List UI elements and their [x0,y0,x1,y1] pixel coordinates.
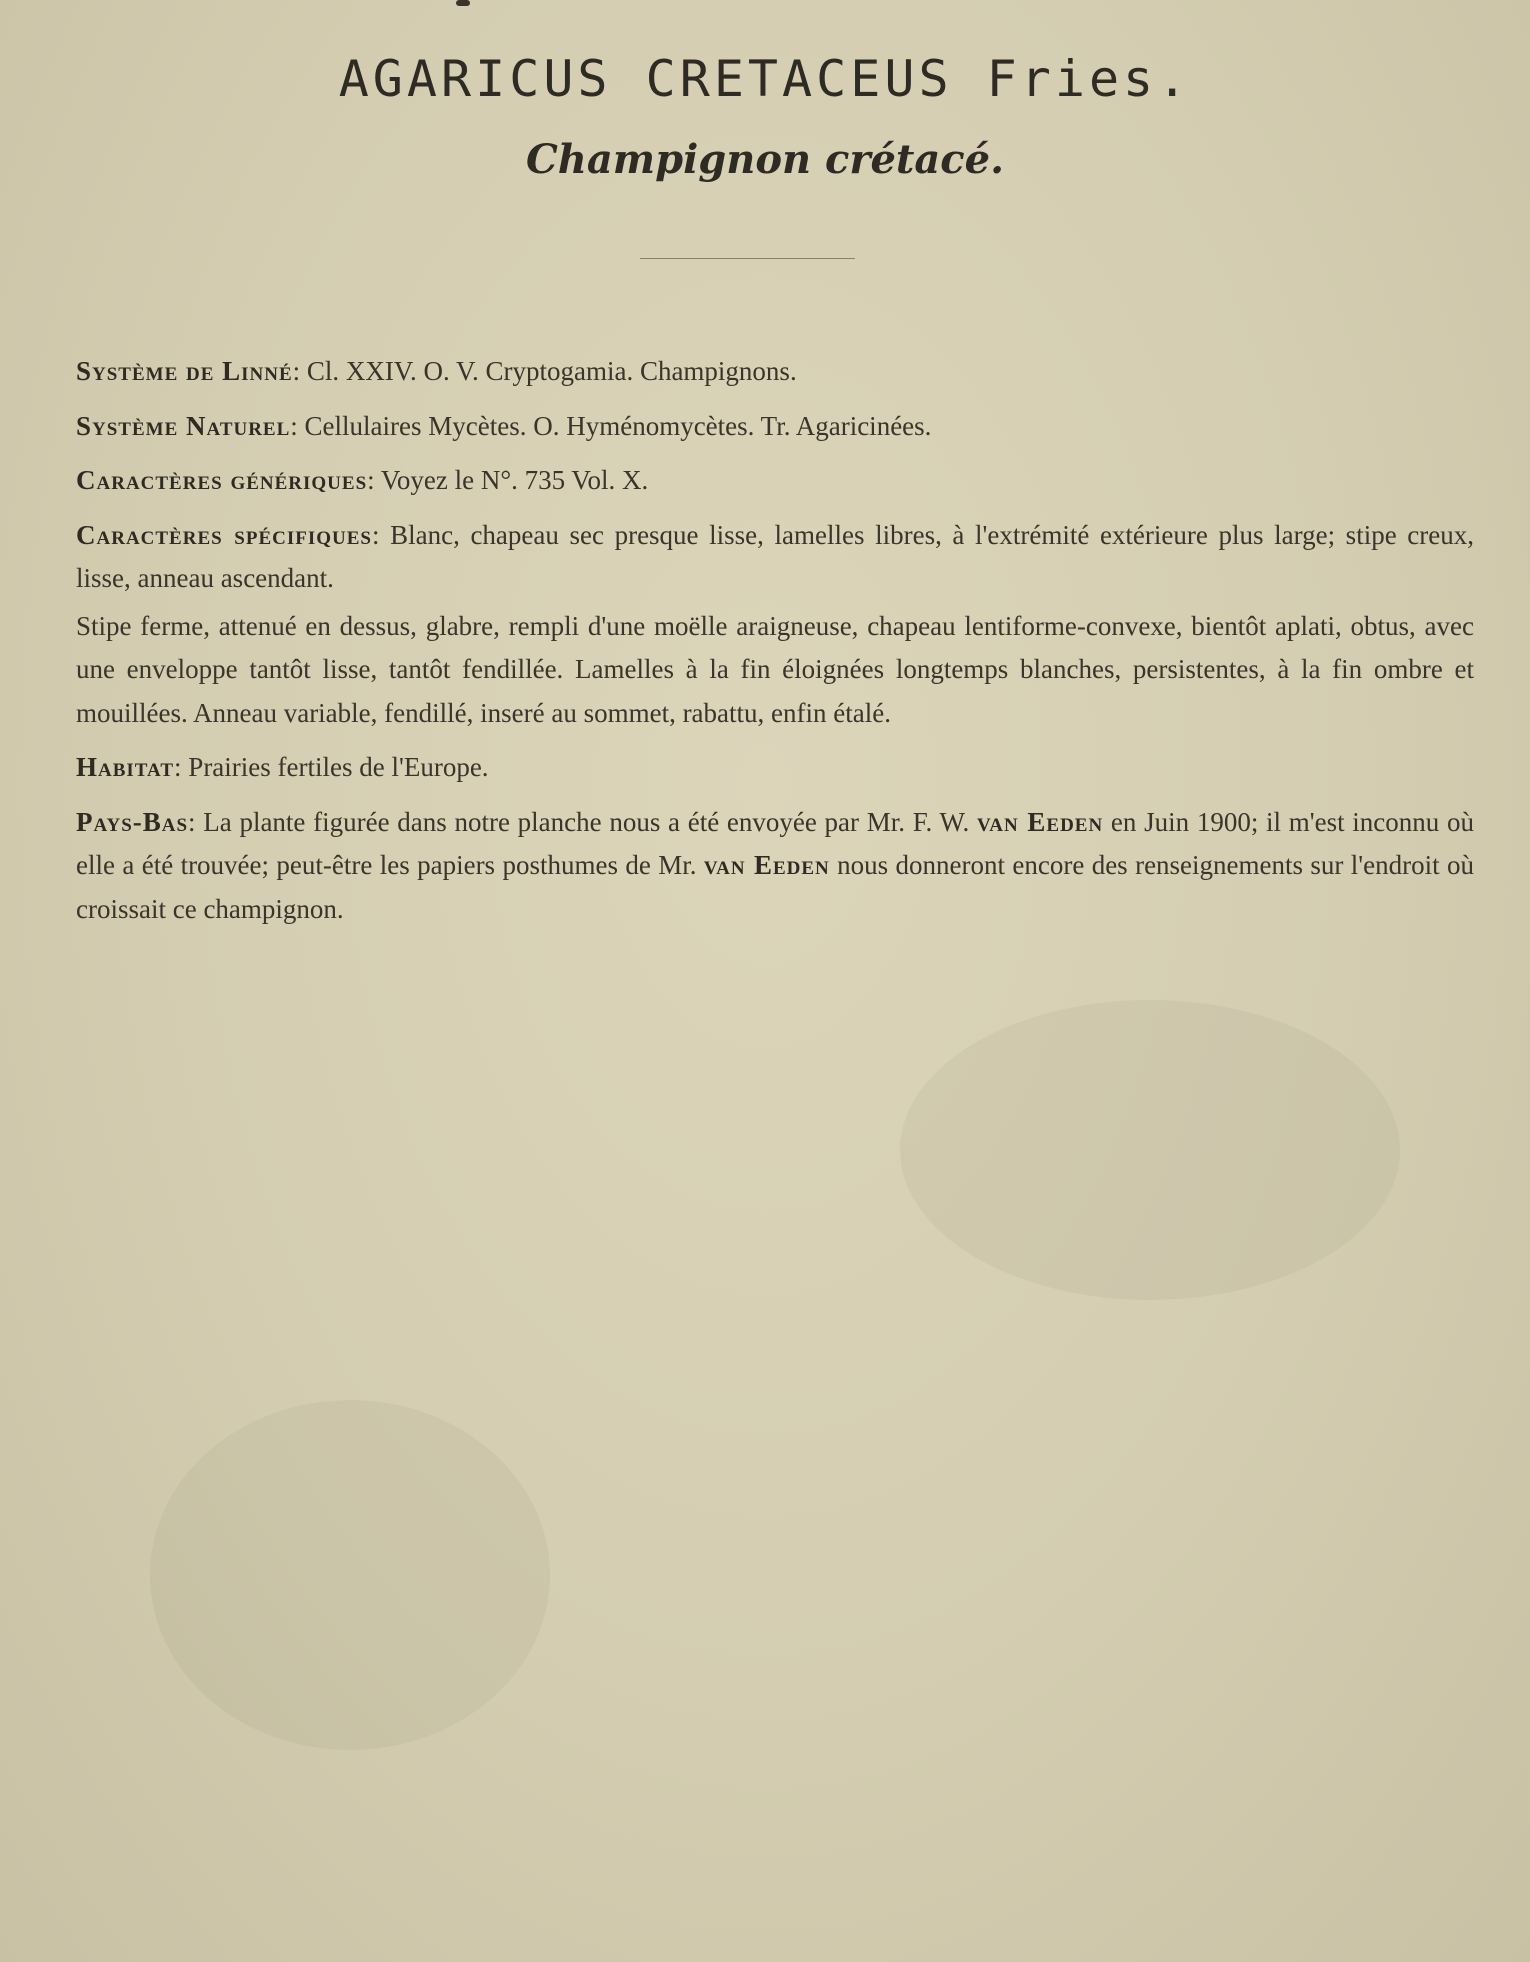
document-body [76,350,1474,942]
paper-stain [900,1000,1400,1300]
title-divider [640,258,855,259]
text-habitat: : Prairies fertiles de l'Europe. [174,752,489,782]
text-description: Stipe ferme, attenué en dessus, glabre, rempli d'une moëlle araigneuse, chapeau lentiforme-convexe, bientôt aplati, obtus, avec une enveloppe tantôt lisse, tantôt fendillée. Lamelles à la fin éloignées longtemps blanches, persistentes, à la fin ombre et mouillées. Anneau variable, fendillé, inseré au sommet, rabattu, enfin étalé. [76,610,1474,728]
name-van-eeden-1: van Eeden [976,806,1104,837]
label-generiques: Caractères génériques [76,465,368,495]
print-mark [456,0,470,6]
document-title: AGARICUS CRETACEUS Fries. [338,50,1192,108]
text-naturel: : Cellulaires Mycètes. O. Hyménomycètes. Tr. Agaricinées. [290,410,932,441]
document-subtitle: Champignon crétacé. [525,136,1005,183]
text-linne: : Cl. XXIV. O. V. Cryptogamia. Champignons. [292,356,797,386]
paragraph-habitat [76,746,1474,790]
label-habitat: Habitat [76,752,175,782]
label-pays-bas: Pays-Bas [76,806,189,837]
paper-stain [150,1400,550,1750]
text-pays-bas-2: en Juin 1900; il m'est inconnu où elle a été trouvée; peut-être les papiers posthumes de Mr. [76,806,1474,880]
paragraph-specifiques [76,514,1474,601]
name-van-eeden-2: van Eeden [703,850,830,880]
label-specifiques: Caractères spécifiques [76,519,372,550]
paragraph-generiques [76,459,1474,503]
text-specifiques: : Blanc, chapeau sec presque lisse, lamelles libres, à l'extrémité extérieure plus large; stipe creux, lisse, anneau ascendant. [76,519,1474,593]
paragraph-description [76,605,1474,736]
label-naturel: Système Naturel [76,410,291,441]
paragraph-linne [76,350,1474,394]
paragraph-pays-bas [76,801,1474,932]
text-pays-bas-1: : La plante figurée dans notre planche nous a été envoyée par Mr. F. W. [188,806,977,837]
text-generiques: : Voyez le N°. 735 Vol. X. [367,465,649,495]
label-linne: Système de Linné [76,356,293,386]
text-pays-bas-3: nous donneront encore des renseignements sur l'endroit où croissait ce champignon. [76,850,1475,924]
paragraph-naturel [76,405,1474,449]
